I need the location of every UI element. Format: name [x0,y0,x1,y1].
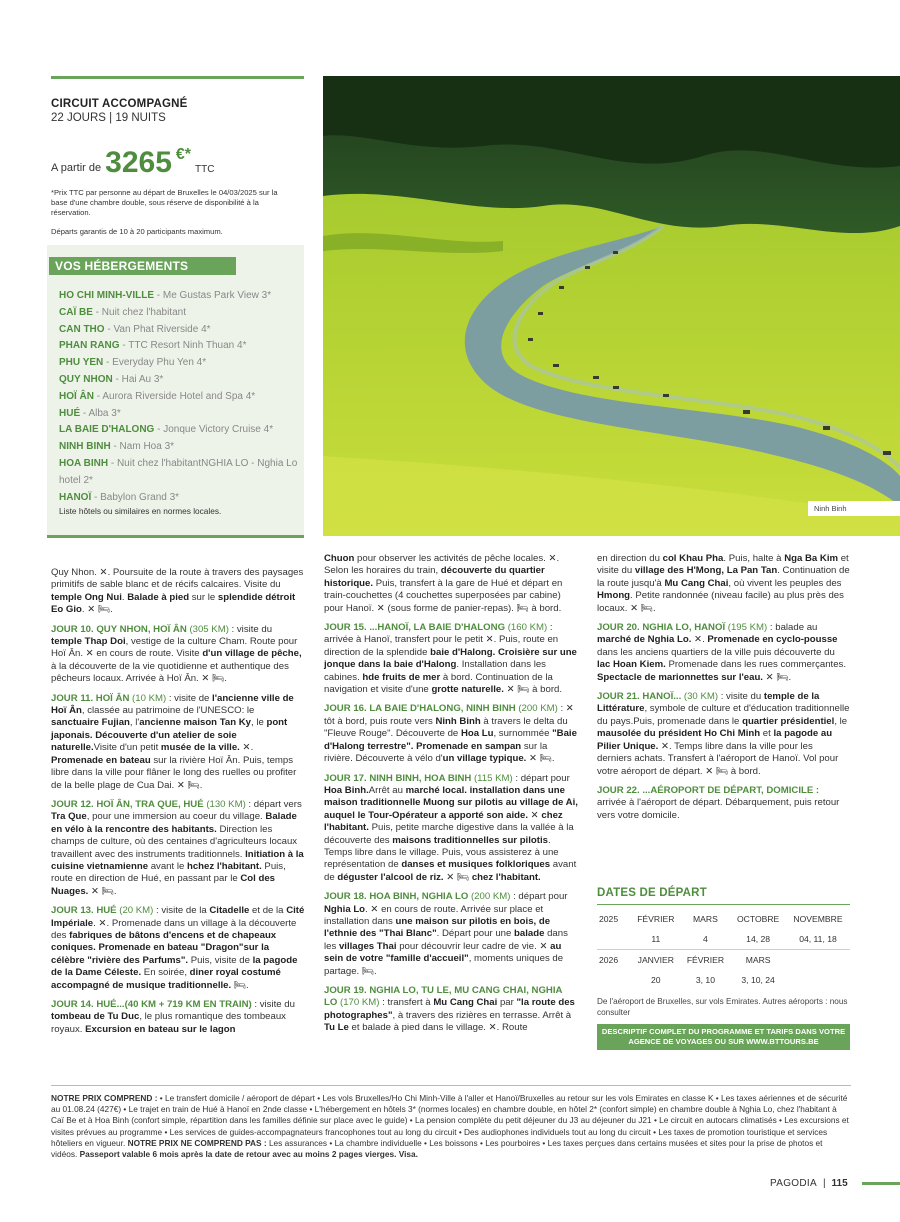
table-row [597,950,850,971]
itinerary-column-1: Quy Nhon. ✕. Poursuite de la route à travers des paysages primitifs de sable blanc et de récifs calcaires. Visite du temple Ong Nui. Balade à pied sur le splendide détroit Eo Gio. ✕ 🛏. JOUR 10. QUY NHON, HOÏ ÂN (305 KM) : visite du temple Thap Doi, vestige de la culture Cham. Route pour Hoï Ân. ✕ en cours de route. Visite d'un village de pêche, à la découverte de la vie quotidienne et authentique des pêcheurs locaux. Arrivée à Hoï Ân. ✕ 🛏. JOUR 11. HOÏ ÂN (10 KM) : visite de l'ancienne ville de Hoï Ân, classée au patrimoine de l'UNESCO: le sanctuaire Fujian, l'ancienne maison Tan Ky, le pont japonais. Découverte d'un atelier de soie naturelle.Visite d'un petit musée de la ville. ✕. Promenade en bateau sur la rivière Hoï Ân. Puis, temps libre dans la ville pour flâner le long des ruelles ou profiter de la belle plage de Cua Dai. ✕ 🛏. JOUR 12. HOÏ ÂN, TRA QUE, HUÉ (130 KM) : départ vers Tra Que, pour une immersion au coeur du village. Balade en vélo à la rencontre des habitants. Direction les champs de culture, où des centaines d'agriculteurs locaux travaillent avec des instruments traditionnels. Initiation à la cuisine vietnamienne avant le hchez l'habitant. Puis, route en direction de Hué, en passant par le Col des Nuages. ✕ 🛏. JOUR 13. HUÉ (20 KM) : visite de la Citadelle et de la Cité Impériale. ✕. Promenade dans un village à la découverte des fabriques de bâtons d'encens et de chapeaux coniques. Promenade en bateau "Dragon"sur la célèbre "rivière des Parfums". Puis, visite de la pagode de la Dame Céleste. En soirée, diner royal costumé accompagné de musique traditionnelle. 🛏. JOUR 14. HUÉ...(40 KM + 719 KM EN TRAIN) : visite du tombeau de Tu Duc, le plus romantique des tombeaux royaux. Excursion en bateau sur le lagon [51,567,305,1035]
programme-banner: DESCRIPTIF COMPLET DU PROGRAMME ET TARIFS DANS VOTRE AGENCE DE VOYAGES OU SUR WWW.BTTOURS.BE [597,1024,850,1050]
heb-hotel: - Nam Hoa 3* [110,441,175,453]
price-includes: NOTRE PRIX COMPREND : • Le transfert domicile / aéroport de départ • Les vols Bruxelles/Ho Chi Minh-Ville à l'aller et Hanoï/Bruxelles au retour sur les vols Emirates en classe K • Les taxes aériennes et de sécurité au 01.08.24 (427€) • Le trajet en train de Hué à Hanoï en 2nde classe • L'hébergement en hôtels 3* (normes locales) en chambre double, en hôtel 2* (confort simple) en chambre double à Nghia Lo, chez l'habitant à Caï Be et à Hoa Binh (confort simple, répartition dans les familles définie sur place avec le guide) • La pension complète du petit déjeuner du J3 au déjeuner du J21 • Le circuit en autocars climatisés • Les excursions et visites prévues au programme • Les services de guides-accompagnateurs francophones tout au long du circuit • Des audiophones individuels tout au long du circuit • Les taxes de promotion touristique et services hôteliers en vigueur. NOTRE PRIX NE COMPREND PAS : Les assurances • La chambre individuelle • Les boissons • Les pourboires • Les taxes perçues dans certains musées et sites pour la prise de photos et vidéos. Passeport valable 6 mois après la date de retour avec au moins 2 pages vierges. Visa. [51,1093,849,1160]
price-currency: €* [175,146,192,163]
heb-hotel: - Alba 3* [80,407,121,419]
circuit-duration: 22 JOURS | 19 NUITS [51,112,166,124]
heb-hotel: - Jonque Victory Cruise 4* [154,424,274,436]
day-cell: 20 [651,975,661,985]
heb-hotel: - Nuit chez l'habitant [92,306,186,318]
price-prefix: A partir de [51,162,102,174]
itinerary-column-2: Chuon pour observer les activités de pêche locales. ✕. Selon les horaires du train, découverte du quartier historique. Puis, transfert à la gare de Hué et départ en train-couchettes (4 couchettes superposées par cabine) pour Hanoï. ✕ (sous forme de panier-repas). 🛏 à bord. JOUR 15. ...HANOÏ, LA BAIE D'HALONG (160 KM) : arrivée à Hanoï, transfert pour le petit ✕. Puis, route en direction de la splendide baie d'Halong. Croisière sur une jonque dans la baie d'Halong. Installation dans les cabines. hde fruits de mer à bord. Continuation de la navigation et visite d'une grotte naturelle. ✕ 🛏 à bord. JOUR 16. LA BAIE D'HALONG, NINH BINH (200 KM) : ✕ tôt à bord, puis route vers Ninh Binh à travers le delta du "Fleuve Rouge". Découverte de Hoa Lu, surnommée "Baie d'Halong terrestre". Promenade en sampan sur la rivière. Découverte à vélo d'un village typique. ✕ 🛏. JOUR 17. NINH BINH, HOA BINH (115 KM) : départ pour Hoa Binh.Arrêt au marché local. installation dans une maison traditionnelle Muong sur pilotis au village de Ai, auquel le Tour-Opérateur a apporté son aide. ✕ chez l'habitant. Puis, petite marche digestive dans la vallée à la découverte des maisons traditionnelles sur pilotis. Temps libre dans le village. Puis, vous assisterez à une représentation de danses et musiques folkloriques avant de déguster l'alcool de riz. ✕ 🛏 chez l'habitant. JOUR 18. HOA BINH, NGHIA LO (200 KM) : départ pour Nghia Lo. ✕ en cours de route. Arrivée sur place et installation dans une maison sur pilotis en bois, de l'ethnie des "Thai Blanc". Départ pour une balade dans les villages Thai pour découvrir leur cadre de vie. ✕ au sein de votre "famille d'accueil", moments uniques de partage. 🛏. JOUR 19. NGHIA LO, TU LE, MU CANG CHAI, NGHIA LO (170 KM) : transfert à Mu Cang Chai par "la route des photographes", à travers des rizières en terrasse. Arrêt à Tu Le et balade à pied dans le village. ✕. Route [324,553,578,1034]
heb-hotel: - Babylon Grand 3* [91,491,180,503]
list-item [59,288,299,305]
list-item [59,422,299,439]
list-item [59,305,299,322]
list-item [59,406,299,423]
heb-city: PHAN RANG [59,340,120,352]
day-cell [786,970,850,990]
price-value: 3265 [105,146,172,179]
price-suffix: TTC [195,164,215,175]
year-cell: 2026 [597,950,631,971]
empty-cell [597,970,631,990]
landscape-illustration [323,76,900,536]
month-cell: FÉVRIER [637,914,675,924]
empty-cell [597,929,631,950]
list-item [59,355,299,372]
heb-hotel: - TTC Resort Ninh Thuan 4* [119,340,247,352]
heb-hotel: - Aurora Riverside Hotel and Spa 4* [94,390,256,402]
heb-city: NINH BINH [59,441,111,453]
heb-hotel: - Everyday Phu Yen 4* [103,357,207,369]
departures-note: Départs garantis de 10 à 20 participants maximum. [51,227,223,236]
heb-hotel: - Nuit chez l'habitantNGHIA LO - Nghia Lo hotel 2* [59,457,298,486]
dates-note: De l'aéroport de Bruxelles, sur vols Emirates. Autres aéroports : nous consulter [597,997,848,1017]
top-rule [51,76,304,79]
itinerary-column-3: en direction du col Khau Pha. Puis, halte à Nga Ba Kim et visite du village des H'Mong, La Pan Tan. Continuation de la route jusqu'à Mu Cang Chai, où vivent les peuples des Hmong. Petite randonnée (niveau facile) au plus près des locaux. ✕ 🛏. JOUR 20. NGHIA LO, HANOÏ (195 KM) : balade au marché de Nghia Lo. ✕. Promenade en cyclo-pousse dans les anciens quartiers de la ville puis découverte du lac Hoan Kiem. Promenade dans les rues commerçantes. Spectacle de marionnettes sur l'eau. ✕ 🛏. JOUR 21. HANOÏ... (30 KM) : visite du temple de la Littérature, symbole de culture et d'éducation traditionnelle du pays.Puis, promenade dans le quartier présidentiel, le mausolée du président Ho Chi Minh et la pagode au Pilier Unique. ✕. Temps libre dans la ville pour les derniers achats. Transfert à l'aéroport de Hanoï. Vol pour votre aéroport de départ. ✕ 🛏 à bord. JOUR 22. ...AÉROPORT DE DÉPART, DOMICILE : arrivée à l'aéroport de départ. Débarquement, puis retour vers votre domicile. [597,553,850,821]
list-item [59,490,299,507]
list-item [59,456,299,490]
circuit-header [51,98,304,124]
list-item [59,322,299,339]
page-footer [770,1178,848,1189]
hebergements-bottom-rule [47,535,304,538]
page-number: 115 [831,1178,848,1189]
day-cell: 3, 10, 24 [741,975,775,985]
month-cell: NOVEMBRE [793,914,843,924]
heb-city: QUY NHON [59,373,113,385]
departure-dates [597,887,850,1050]
hebergements-box [47,245,304,535]
month-cell: MARS [693,914,718,924]
month-cell: JANVIER [631,950,681,971]
heb-hotel: - Me Gustas Park View 3* [154,290,272,301]
month-cell: MARS [730,950,786,971]
table-row [597,929,850,950]
month-cell [786,950,850,971]
dates-table [597,909,850,990]
ninh-binh-photo [323,76,900,536]
dates-title: DATES DE DÉPART [597,887,850,905]
price-note: *Prix TTC par personne au départ de Bruxelles le 04/03/2025 sur la base d'une chambre double, sous réserve de disponibilité à la réservation. [51,188,278,217]
month-cell: FÉVRIER [681,950,731,971]
day-cell: 04, 11, 18 [799,934,837,944]
divider [51,1085,851,1086]
price-block [51,148,214,178]
heb-city: CAÏ BE [59,306,93,318]
hebergements-list [59,288,299,506]
heb-city: HUÉ [59,407,81,419]
heb-city: HOÏ ÂN [59,390,94,402]
brand-name: PAGODIA [770,1178,817,1189]
day-cell: 11 [651,934,661,944]
list-item [59,338,299,355]
heb-city: HANOÏ [59,491,92,503]
heb-city: HOA BINH [59,457,109,469]
table-row [597,909,850,929]
heb-hotel: - Van Phat Riverside 4* [104,323,211,335]
photo-caption: Ninh Binh [808,501,900,516]
list-item [59,372,299,389]
heb-city: LA BAIE D'HALONG [59,424,155,436]
day-cell: 3, 10 [695,975,715,985]
hebergements-footnote: Liste hôtels ou similaires en normes locales. [59,506,222,516]
footer-separator: | [822,1178,826,1189]
hebergements-title: VOS HÉBERGEMENTS [49,257,236,275]
day-cell: 4 [703,934,708,944]
month-cell: OCTOBRE [736,914,780,924]
heb-city: HO CHI MINH-VILLE [59,290,154,301]
circuit-title: CIRCUIT ACCOMPAGNÉ [51,98,188,110]
heb-city: PHU YEN [59,357,104,369]
heb-hotel: - Hai Au 3* [112,373,164,385]
table-row [597,970,850,990]
heb-city: CAN THO [59,323,105,335]
footer-bar [862,1182,900,1185]
year-cell: 2025 [599,914,619,924]
list-item [59,389,299,406]
list-item [59,439,299,456]
day-cell: 14, 28 [746,934,771,944]
